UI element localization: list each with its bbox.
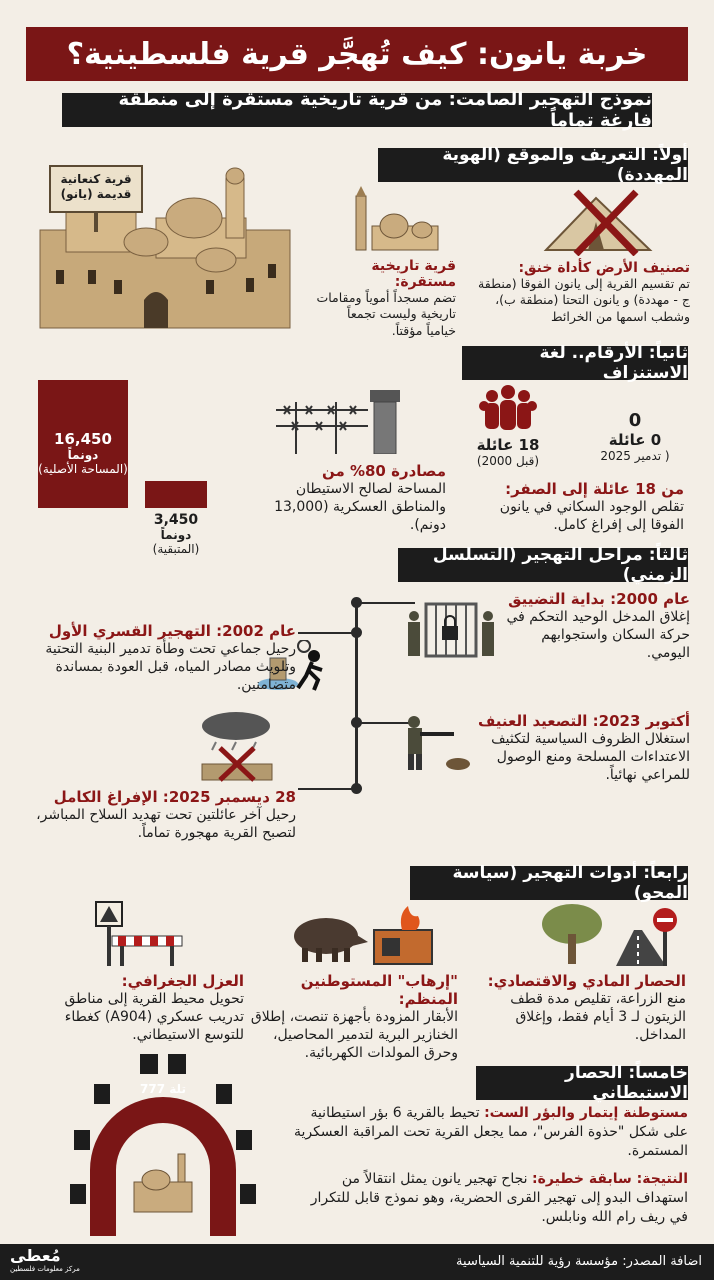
event-2002-text: رحيل جماعي تحت وطأة تدمير البنية التحتية وتلويث مصادر المياه، قبل العودة بمساندة متضامنين. xyxy=(45,641,296,694)
historic-title: قرية تاريخية مستقرة: xyxy=(371,258,456,290)
families-summary-title: من 18 عائلة إلى الصفر: xyxy=(505,480,684,498)
bar-remaining-unit: دونماً xyxy=(160,528,192,542)
event-2023 xyxy=(474,712,690,785)
footer-logo-sub: مركز معلومات فلسطين xyxy=(10,1265,80,1273)
families-after xyxy=(592,410,678,463)
sign-line-2: قديمة (يانو) xyxy=(60,187,132,201)
timeline-dot xyxy=(351,627,362,638)
ancient-village-illustration xyxy=(36,160,298,332)
section5-heading: خامساً: الحصار الاستيطاني xyxy=(476,1066,688,1100)
event-2000 xyxy=(500,590,690,663)
result-text: نجاح تهجير يانون يمثل انتقالاً من استهداف البدو إلى تهجير القرى الحضرية، وهو نموذج قابل للتكرار في ريف رام الله ونابلس. xyxy=(310,1171,688,1225)
barbed-wire-tower-icon xyxy=(276,386,404,454)
crossed-tent-icon xyxy=(540,188,664,256)
classify-block xyxy=(478,260,690,325)
historic-block xyxy=(316,258,456,339)
boar-generator-icon xyxy=(290,904,440,966)
terror-text: الأبقار المزودة بأجهزة تنصت، إطلاق الخنازير البرية لتدمير المحاصيل، وحرق المولدات الكهربائية. xyxy=(250,1009,458,1062)
outposts-block xyxy=(288,1104,688,1161)
bar-original-value: 16,450 xyxy=(54,430,112,448)
hill-777-label: تلة 777 xyxy=(140,1082,186,1096)
timeline-dot xyxy=(351,717,362,728)
event-2000-title: عام 2000: بداية التضييق xyxy=(508,590,690,608)
terror-block xyxy=(250,972,458,1063)
sign-text xyxy=(52,172,140,202)
bar-original-label xyxy=(38,430,128,476)
event-2023-text: استغلال الظروف السياسية لتكثيف الاعتداءات المسلحة ومنع الوصول للمراعي نهائياً. xyxy=(491,731,690,784)
footer-logo-text: مُعطى xyxy=(10,1246,61,1265)
people-group-icon xyxy=(478,384,538,434)
tree-no-entry-icon xyxy=(538,900,684,966)
section3-heading: ثالثاً: مراحل التهجير (التسلسل الزمني) xyxy=(398,548,688,582)
isolation-title: العزل الجغرافي: xyxy=(121,972,244,990)
bar-remaining-area xyxy=(145,481,207,508)
section4-heading: رابعاً: أدوات التهجير (سياسة المحو) xyxy=(410,866,688,900)
isolation-text: تحويل محيط القرية إلى مناطق تدريب عسكري (A904) كغطاء للتوسع الاستيطاني. xyxy=(64,991,244,1044)
roadblock-sign-icon xyxy=(82,900,186,966)
confiscation-title: مصادرة 80% من xyxy=(321,462,446,480)
bar-original-unit: دونماً xyxy=(67,448,99,462)
timeline-dot xyxy=(351,783,362,794)
terror-title: "إرهاب" المستوطنين المنظم: xyxy=(300,972,458,1008)
bar-remaining-label xyxy=(138,512,214,556)
families-before-label: (قبل 2000) xyxy=(476,454,540,468)
families-summary-text: تقلص الوجود السكاني في يانون الفوقا إلى إفراغ كامل. xyxy=(499,499,684,534)
confiscation-block xyxy=(244,462,446,535)
event-2025-title: 28 ديسمبر 2025: الإفراغ الكامل xyxy=(53,788,296,806)
bar-original-caption: (المساحة الأصلية) xyxy=(38,462,128,476)
classify-title: تصنيف الأرض كأداة خنق: xyxy=(518,260,690,276)
families-summary xyxy=(470,480,684,534)
families-before xyxy=(468,436,548,468)
result-title: النتيجة: سابقة خطيرة: xyxy=(532,1171,688,1187)
horseshoe-map-illustration xyxy=(50,1050,276,1236)
event-2002 xyxy=(34,622,296,695)
families-after-label: ( تدمير 2025 xyxy=(600,449,670,463)
footer-bar xyxy=(0,1244,714,1280)
locked-gate-soldiers-icon xyxy=(404,598,498,658)
page-subtitle: نموذج التهجير الصامت: من قرية تاريخية مستقرة إلى منطقة فارغة تماماً xyxy=(62,93,652,127)
bar-remaining-value: 3,450 xyxy=(153,512,199,528)
event-2025-text: رحيل آخر عائلتين تحت تهديد السلاح المباشر، لتصبح القرية مهجورة تماماً. xyxy=(36,807,296,842)
event-2025 xyxy=(34,788,296,842)
section2-heading: ثانياً: الأرقام.. لغة الاستنزاف xyxy=(462,346,688,380)
historic-text: تضم مسجداً أموياً ومقامات تاريخية وليست تجمعاً خيامياً مؤقتاً. xyxy=(316,290,456,338)
isolation-block xyxy=(30,972,244,1045)
footer-logo xyxy=(10,1246,90,1273)
siege-title: الحصار المادي والاقتصادي: xyxy=(487,972,686,990)
timeline-connector-2025 xyxy=(298,788,358,790)
outposts-title: مستوطنة إيتمار والبؤر الست: xyxy=(484,1105,688,1121)
timeline-connector-2002 xyxy=(298,632,358,634)
classify-text: تم تقسيم القرية إلى يانون الفوقا (منطقة ج - مهددة) و يانون التحتا (منطقة ب)، وشطب اسمها من الخرائط xyxy=(478,276,690,324)
result-block xyxy=(288,1170,688,1227)
confiscation-text: المساحة لصالح الاستيطان والمناطق العسكرية (13,000 دونم). xyxy=(274,481,446,534)
event-2002-title: عام 2002: التهجير القسري الأول xyxy=(48,622,296,640)
destroyed-house-cloud-icon xyxy=(196,708,278,782)
event-2023-title: أكتوبر 2023: التصعيد العنيف xyxy=(477,712,690,730)
event-2000-text: إغلاق المدخل الوحيد التحكم في حركة السكان واستجوابهم اليومي. xyxy=(506,609,690,662)
soldier-shooting-icon xyxy=(402,712,472,772)
section1-heading: أولاً: التعريف والموقع (الهوية المهددة) xyxy=(378,148,688,182)
timeline-dot xyxy=(351,597,362,608)
siege-block xyxy=(468,972,686,1045)
bar-remaining-caption: (المتبقية) xyxy=(152,542,200,556)
outposts-text: تحيط بالقرية 6 بؤر استيطانية على شكل "حذوة الفرس"، مما يجعل القرية تحت المراقبة العسكرية المستمرة. xyxy=(293,1105,688,1159)
families-after-count: 0 عائلة xyxy=(608,431,662,449)
siege-text: منع الزراعة، تقليص مدة قطف الزيتون لـ 3 أيام فقط، وإغلاق المداخل. xyxy=(510,991,686,1044)
sign-line-1: قرية كنعانية xyxy=(60,172,132,186)
families-before-count: 18 عائلة xyxy=(476,436,540,454)
mosque-icon xyxy=(352,186,442,252)
page-title: خربة يانون: كيف تُهجَّر قرية فلسطينية؟ xyxy=(26,27,688,81)
families-after-zero: 0 xyxy=(628,410,642,431)
footer-source: اضافة المصدر: مؤسسة رؤية للتنمية السياسية xyxy=(456,1254,702,1269)
